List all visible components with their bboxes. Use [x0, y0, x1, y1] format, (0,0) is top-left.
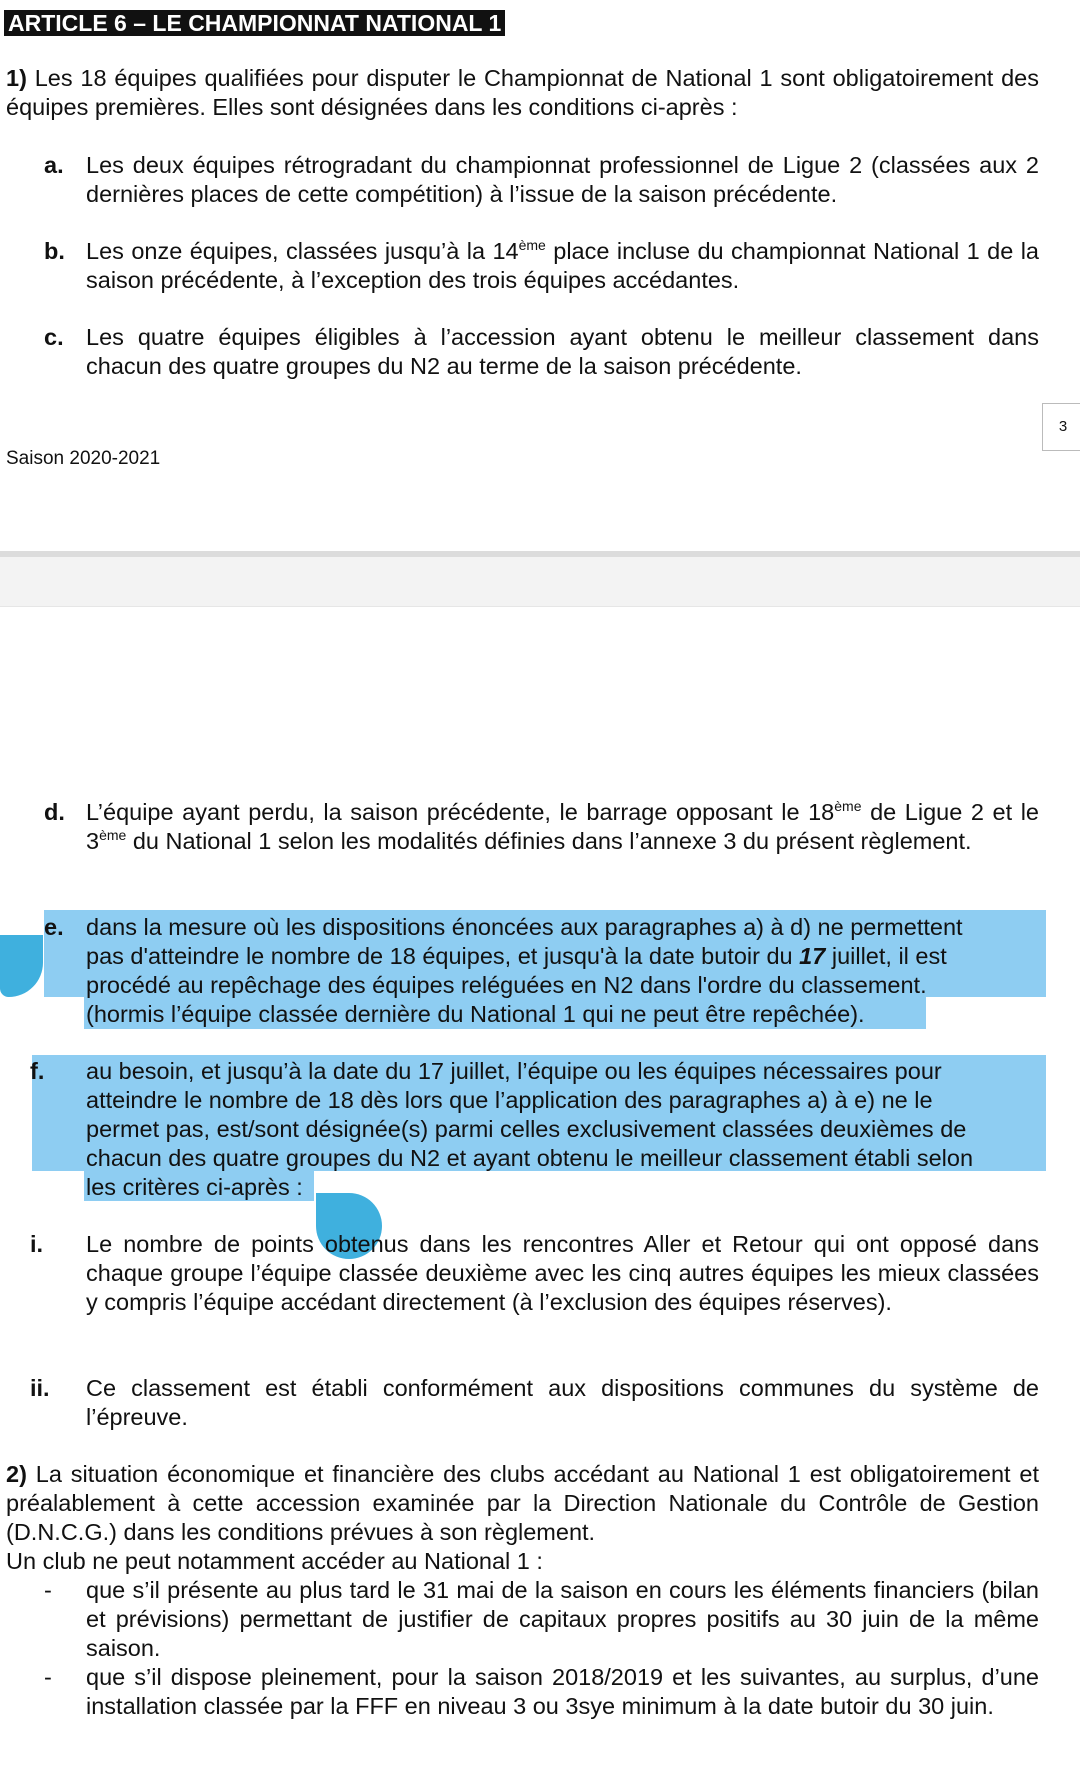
marker-ii: ii.	[30, 1375, 50, 1401]
list-item-c	[44, 323, 1039, 381]
marker-e: e.	[44, 914, 64, 940]
page-gap	[0, 557, 1080, 607]
item-e-text: dans la mesure où les dispositions énoncées aux paragraphes a) à d) ne permettent pas d'atteindre le nombre de 18 équipes, et jusqu'à la date butoir du 17 juillet, il est procédé au repêchage des équipes reléguées en N2 dans l'ordre du classement. (hormis l’équipe classée dernière du National 1 qui ne peut être repêchée).	[86, 914, 963, 1027]
section-1-text: Les 18 équipes qualifiées pour disputer le Championnat de National 1 sont obligatoirement des équipes premières. Elles sont désignées dans les conditions ci-après :	[6, 65, 1039, 120]
list-item-ii	[30, 1374, 1039, 1432]
page-number: 3	[1042, 403, 1080, 451]
bullet-2-marker: -	[44, 1664, 52, 1690]
item-f-text: au besoin, et jusqu’à la date du 17 juillet, l’équipe ou les équipes nécessaires pour atteindre le nombre de 18 dès lors que l’application des paragraphes a) à e) ne le permet pas, est/sont désignée(s) parmi celles exclusivement classées deuxièmes de chacun des quatre groupes du N2 et ayant obtenu le meilleur classement établi selon les critères ci-après :	[86, 1058, 974, 1200]
item-ii-text: Ce classement est établi conformément aux dispositions communes du système de l’épreuve.	[86, 1375, 1039, 1430]
section-2-text: La situation économique et financière des clubs accédant au National 1 est obligatoirement et préalablement à cette accession examinée par la Direction Nationale du Contrôle de Gestion (D.N.C.G.) dans les conditions prévues à son règlement.	[6, 1461, 1039, 1545]
item-a-text: Les deux équipes rétrogradant du championnat professionnel de Ligue 2 (classées aux 2 dernières places de cette compétition) à l’issue de la saison précédente.	[86, 152, 1039, 207]
footer-season: Saison 2020-2021	[6, 448, 161, 469]
section-1-number: 1)	[6, 65, 27, 91]
bullet-1-marker: -	[44, 1577, 52, 1603]
item-c-text: Les quatre équipes éligibles à l’accession ayant obtenu le meilleur classement dans chacun des quatre groupes du N2 au terme de la saison précédente.	[86, 324, 1039, 379]
list-item-e	[44, 913, 1039, 1029]
marker-b: b.	[44, 238, 65, 264]
list-item-d	[44, 798, 1039, 856]
item-i-text: Le nombre de points obtenus dans les rencontres Aller et Retour qui ont opposé dans chaque groupe l’équipe classée deuxième avec les cinq autres équipes les mieux classées y compris l’équipe accédant directement (à l’exclusion des équipes réserves).	[86, 1231, 1039, 1315]
marker-a: a.	[44, 152, 64, 178]
section-2-number: 2)	[6, 1461, 27, 1487]
item-d-text: L’équipe ayant perdu, la saison précédente, le barrage opposant le 18ème de Ligue 2 et le 3ème du National 1 selon les modalités définies dans l’annexe 3 du présent règlement.	[86, 798, 1040, 854]
section-2-paragraph	[6, 1460, 1039, 1547]
marker-c: c.	[44, 324, 64, 350]
list-item-i	[30, 1230, 1039, 1317]
marker-d: d.	[44, 799, 65, 825]
list-item-a	[44, 151, 1039, 209]
section-1-paragraph	[6, 64, 1039, 122]
marker-i: i.	[30, 1231, 44, 1257]
selection-start-handle[interactable]	[0, 935, 43, 997]
bullet-2	[44, 1663, 1039, 1721]
section-2-intro: Un club ne peut notamment accéder au National 1 :	[6, 1548, 543, 1574]
list-item-f	[30, 1057, 1039, 1202]
bullet-1-text: que s’il présente au plus tard le 31 mai de la saison en cours les éléments financiers (bilan et prévisions) permettant de justifier de capitaux propres positifs au 30 juin de la même saison.	[86, 1577, 1039, 1661]
item-b-text: Les onze équipes, classées jusqu’à la 14ème place incluse du championnat National 1 de la saison précédente, à l’exception des trois équipes accédantes.	[86, 237, 1039, 293]
marker-f: f.	[30, 1058, 45, 1084]
bullet-1	[44, 1576, 1039, 1663]
list-item-b	[44, 237, 1039, 295]
bullet-2-text: que s’il dispose pleinement, pour la saison 2018/2019 et les suivantes, au surplus, d’une installation classée par la FFF en niveau 3 ou 3sye minimum à la date butoir du 30 juin.	[86, 1664, 1039, 1719]
article-title: ARTICLE 6 – LE CHAMPIONNAT NATIONAL 1	[4, 10, 505, 36]
